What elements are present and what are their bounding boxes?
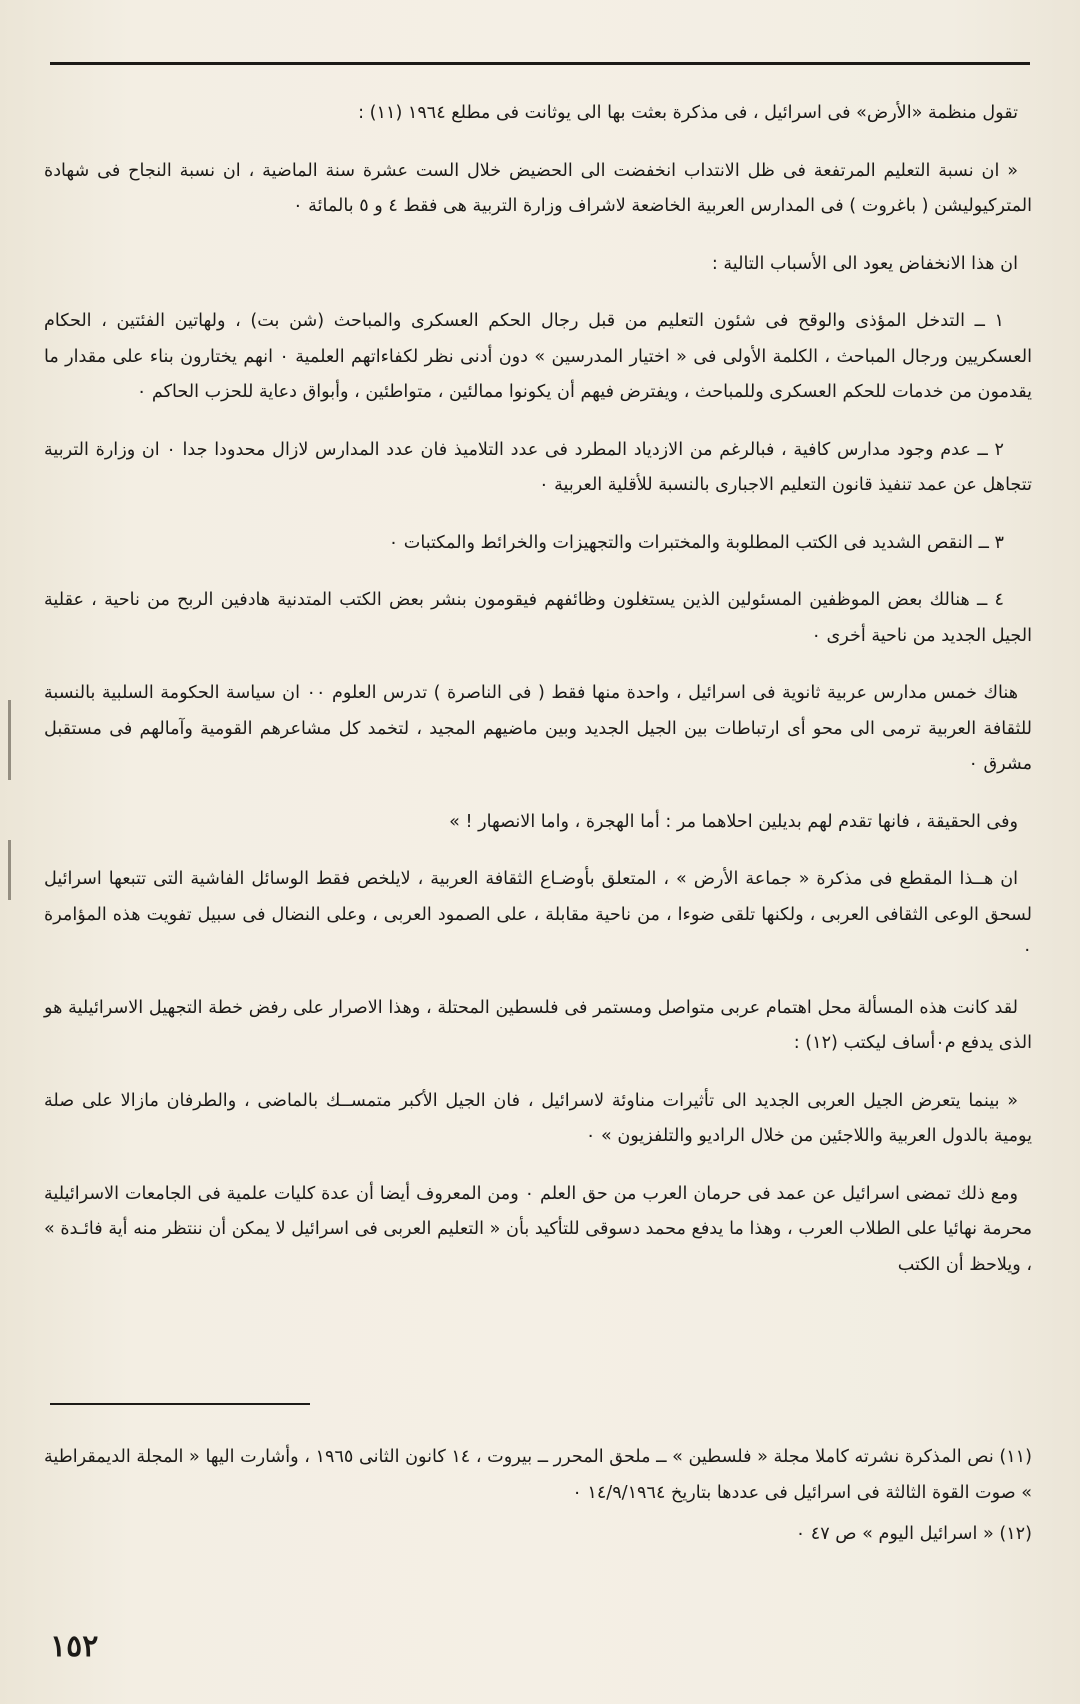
paragraph: تقول منظمة «الأرض» فى اسرائيل ، فى مذكرة بعثت بها الى يوثانت فى مطلع ١٩٦٤ (١١) :: [358, 103, 1018, 123]
list-item: ٤ ــ هنالك بعض الموظفين المسئولين الذين يستغلون وظائفهم فيقومون بنشر بعض الكتب المتدنية هادفين الربح من ناحية ، عقلية الجيل الجديد من ناحية أخرى ٠: [44, 590, 1032, 646]
quote-paragraph: « ان نسبة التعليم المرتفعة فى ظل الانتداب انخفضت الى الحضيض خلال الست عشرة سنة الماضية ، ان نسبة النجاح فى شهادة المتركيوليشن ( باغروت ) فى المدارس العربية الخاضعة لاشراف وزارة التربية هى فقط ٤ و ٥ بالمائة ٠: [44, 160, 1032, 216]
list-item: ٢ ــ عدم وجود مدارس كافية ، فبالرغم من الازدياد المطرد فى عدد التلاميذ فان عدد المدارس لازال محدودا جدا ٠ ان وزارة التربية تتجاهل عن عمد تنفيذ قانون التعليم الاجبارى بالنسبة للأقلية العربية ٠: [44, 439, 1032, 495]
footnote: (١١) نص المذكرة نشرته كاملا مجلة « فلسطين » ــ ملحق المحرر ــ بيروت ، ١٤ كانون الثانى ١٩٦٥ ، وأشارت اليها « المجلة الديمقراطية » صوت القوة الثالثة فى اسرائيل فى عددها بتاريخ ١٤/٩/١٩٦٤ ٠: [44, 1447, 1032, 1503]
list-item: ٣ ــ النقص الشديد فى الكتب المطلوبة والمختبرات والتجهيزات والخرائط والمكتبات ٠: [388, 532, 1004, 553]
paragraph: ومع ذلك تمضى اسرائيل عن عمد فى حرمان العرب من حق العلم ٠ ومن المعروف أيضا أن عدة كليات علمية فى الجامعات الاسرائيلية محرمة نهائيا على الطلاب العرب ، وهذا ما يدفع محمد دسوقى للتأكيد بأن « التعليم العربى فى اسرائيل لا يمكن أن ننتظر منه أية فائـدة » ، ويلاحظ أن الكتب: [44, 1183, 1032, 1275]
list-item: ١ ــ التدخل المؤذى والوقح فى شئون التعليم من قبل رجال الحكم العسكرى والمباحث (شن بت) ، ولهاتين الفئتين ، الحكام العسكريين ورجال المباحث ، الكلمة الأولى فى « اختيار المدرسين » دون أدنى نظر لكفاءاتهم العلمية ٠ انهم يختارون بناء على مقدار ما يقدمون من خدمات للحكم العسكرى وللمباحث ، ويفترض فيهم أن يكونوا ممالئين ، متواطئين ، وأبواق دعاية للحزب الحاكم ٠: [44, 311, 1032, 402]
footnote: (١٢) « اسرائيل اليوم » ص ٤٧ ٠: [795, 1524, 1032, 1544]
page-number: ١٥٢: [50, 1629, 99, 1664]
paragraph: ان هــذا المقطع فى مذكرة « جماعة الأرض » ، المتعلق بأوضـاع الثقافة العربية ، لايلخص فقط الوسائل الفاشية التى تتبعها اسرائيل لسحق الوعى الثقافى العربى ، ولكنها تلقى ضوءا ، من ناحية مقابلة ، على الصمود العربى ، وعلى النضال فى سبيل تفويت هذه المؤامرة ٠: [44, 869, 1032, 960]
paragraph: هناك خمس مدارس عربية ثانوية فى اسرائيل ، واحدة منها فقط ( فى الناصرة ) تدرس العلوم ٠٠ ان سياسة الحكومة السلبية بالنسبة للثقافة العربية ترمى الى محو أى ارتباطات بين الجيل الجديد وبين ماضيهم المجيد ، لتخمد كل مشاعرهم القومية وآمالهم فى مستقبل مشرق ٠: [44, 683, 1032, 774]
footnote-rule: [50, 1403, 310, 1405]
paragraph: لقد كانت هذه المسألة محل اهتمام عربى متواصل ومستمر فى فلسطين المحتلة ، وهذا الاصرار على رفض خطة التجهيل الاسرائيلية هو الذى يدفع م٠أساف ليكتب (١٢) :: [44, 997, 1032, 1053]
binding-shadow: [8, 700, 11, 780]
footnotes: [44, 1440, 1032, 1559]
quote-paragraph: « بينما يتعرض الجيل العربى الجديد الى تأثيرات مناوئة لاسرائيل ، فان الجيل الأكبر متمســك بالماضى ، والطرفان مازالا على صلة يومية بالدول العربية واللاجئين من خلال الراديو والتلفزيون » ٠: [44, 1090, 1032, 1146]
paragraph: ان هذا الانخفاض يعود الى الأسباب التالية :: [711, 253, 1018, 274]
body-text: [44, 96, 1032, 1305]
paragraph: وفى الحقيقة ، فانها تقدم لهم بديلين احلاهما مر : أما الهجرة ، واما الانصهار ! »: [449, 811, 1018, 832]
binding-shadow: [8, 840, 11, 900]
header-rule: [50, 62, 1030, 65]
